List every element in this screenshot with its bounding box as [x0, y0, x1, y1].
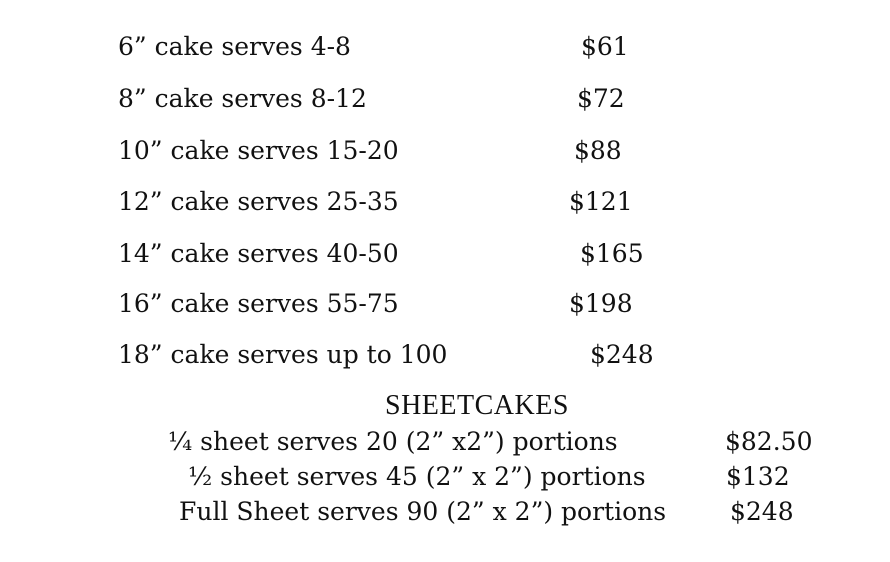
cake-description: 16” cake serves 55-75 [118, 289, 399, 318]
sheetcakes-heading: SHEETCAKES [385, 390, 569, 421]
cake-description: 12” cake serves 25-35 [118, 187, 399, 216]
cake-price: $61 [581, 32, 629, 61]
sheetcake-price: $132 [726, 462, 790, 491]
cake-price: $248 [590, 340, 654, 369]
sheetcake-description: ¼ sheet serves 20 (2” x2”) portions [168, 427, 618, 456]
cake-description: 6” cake serves 4-8 [118, 32, 351, 61]
cake-price: $165 [580, 239, 644, 268]
sheetcake-price: $248 [730, 497, 794, 526]
cake-price: $72 [577, 84, 625, 113]
cake-price: $88 [574, 136, 622, 165]
cake-description: 10” cake serves 15-20 [118, 136, 399, 165]
cake-price: $198 [569, 289, 633, 318]
cake-price: $121 [569, 187, 633, 216]
cake-description: 8” cake serves 8-12 [118, 84, 367, 113]
sheetcake-description: ½ sheet serves 45 (2” x 2”) portions [188, 462, 646, 491]
sheetcake-description: Full Sheet serves 90 (2” x 2”) portions [179, 497, 667, 526]
sheetcake-price: $82.50 [725, 427, 813, 456]
cake-description: 14” cake serves 40-50 [118, 239, 399, 268]
cake-description: 18” cake serves up to 100 [118, 340, 448, 369]
